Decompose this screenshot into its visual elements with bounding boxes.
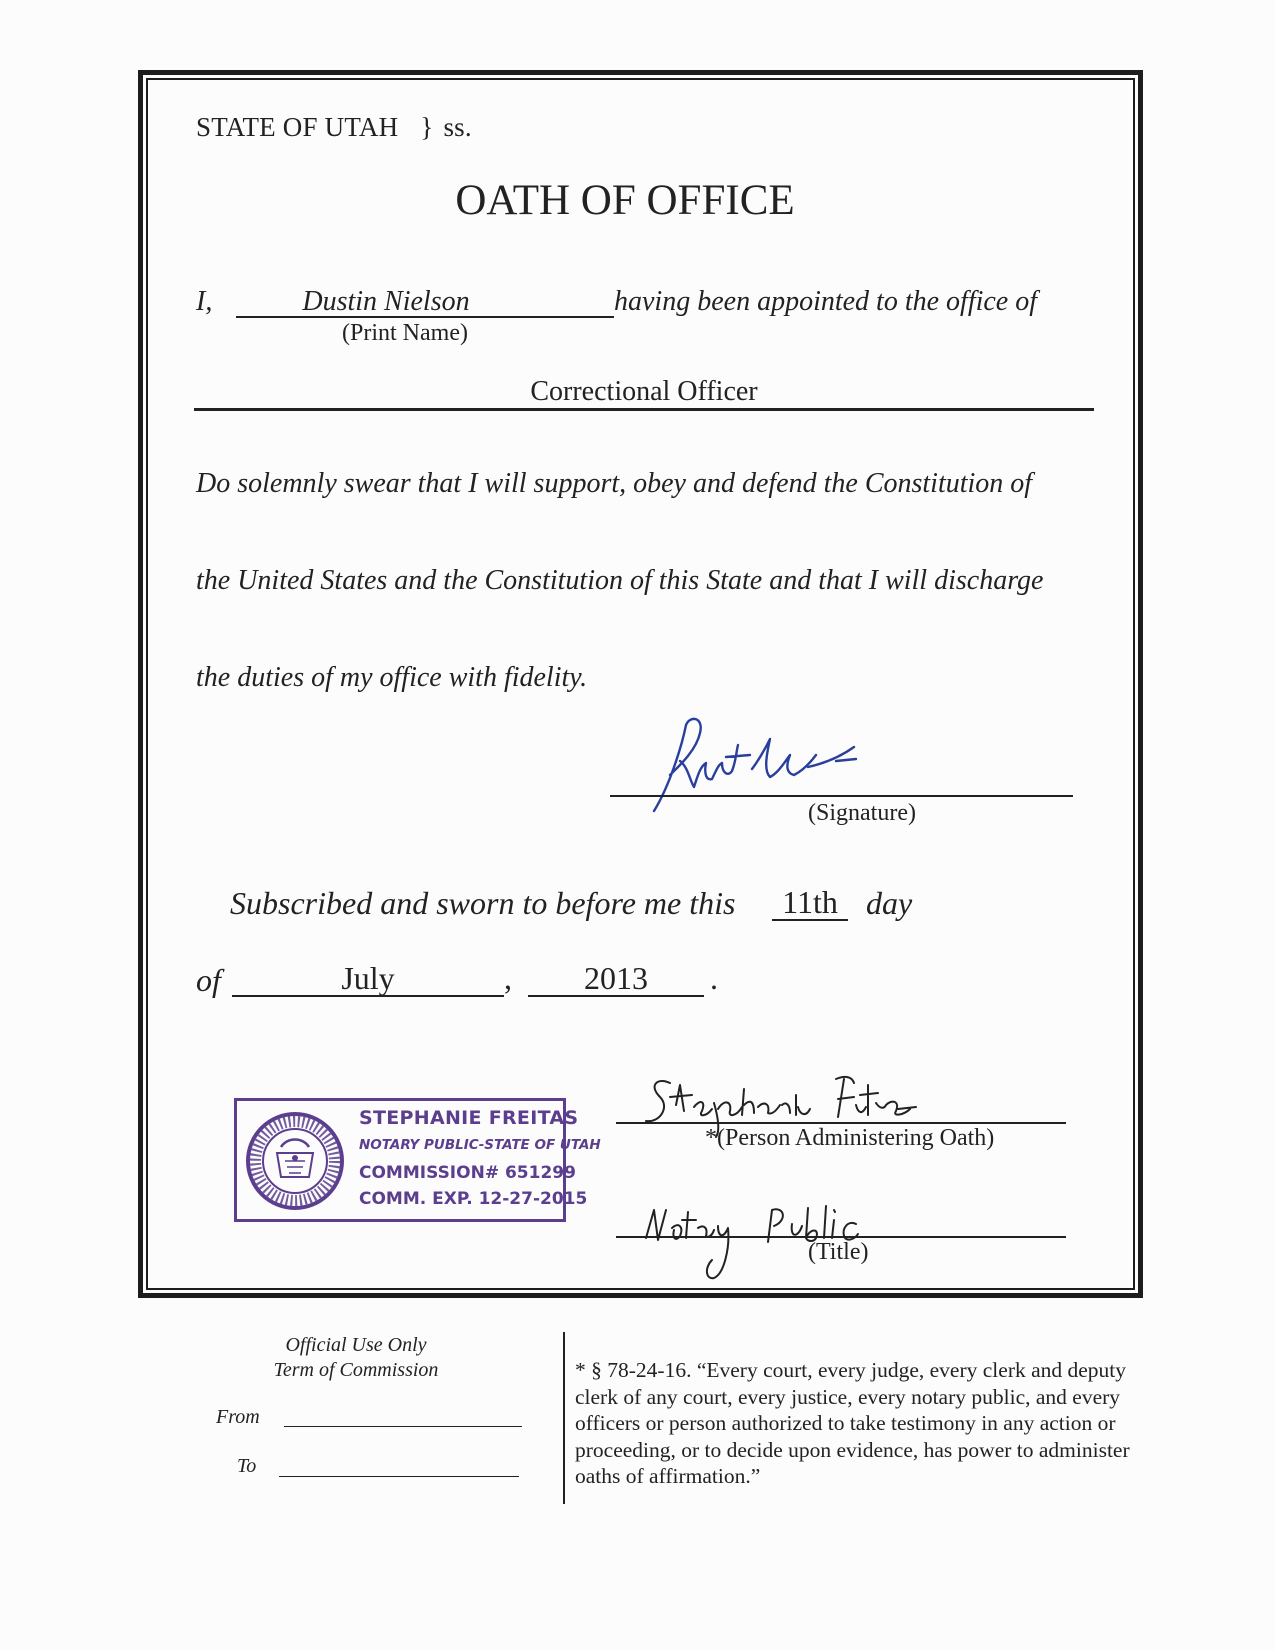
subscription-text: Subscribed and sworn to before me this — [230, 885, 736, 921]
oath-line-3: the duties of my office with fidelity. — [196, 662, 588, 693]
footer-divider — [563, 1332, 565, 1504]
stamp-commission: COMMISSION# 651299 — [359, 1163, 576, 1183]
statute-footnote: * § 78-24-16. “Every court, every judge, every clerk and deputy clerk of any court, every justice, every notary public, and every officers or person authorized to take testimony in any action or proceeding, or to decide upon evidence, has power to administer oaths of affirmation.” — [575, 1358, 1130, 1488]
state-ss: ss. — [443, 112, 472, 142]
of-word: of — [196, 962, 221, 998]
administrator-line — [616, 1122, 1066, 1124]
from-label: From — [216, 1406, 260, 1428]
official-use-line-2: Term of Commission — [273, 1359, 439, 1381]
stamp-title: NOTARY PUBLIC-STATE OF UTAH — [359, 1137, 601, 1153]
to-line — [279, 1476, 519, 1477]
signature-label: (Signature) — [808, 800, 916, 826]
state-name: STATE OF UTAH — [196, 112, 399, 142]
subscription-day: 11th — [782, 884, 838, 920]
appointment-text: having been appointed to the office of — [614, 286, 1038, 317]
title-label: (Title) — [808, 1239, 869, 1265]
to-label: To — [237, 1455, 257, 1477]
official-use-line-1: Official Use Only — [285, 1334, 427, 1356]
date-period: . — [710, 960, 718, 996]
notary-stamp — [234, 1098, 601, 1222]
office-line — [194, 408, 1094, 411]
document-title: OATH OF OFFICE — [455, 177, 795, 224]
state-seal-icon — [245, 1111, 345, 1211]
administrator-label: *(Person Administering Oath) — [705, 1125, 995, 1151]
subscription-month: July — [341, 960, 395, 996]
signature-line — [610, 795, 1073, 797]
day-word: day — [866, 885, 913, 921]
subscription-year: 2013 — [584, 960, 648, 996]
date-comma: , — [504, 960, 512, 996]
year-line — [528, 995, 704, 997]
title-line — [616, 1236, 1066, 1238]
day-line — [772, 919, 848, 921]
stamp-name: STEPHANIE FREITAS — [359, 1107, 579, 1129]
oath-line-2: the United States and the Constitution of this State and that I will discharge — [196, 565, 1044, 596]
from-line — [284, 1426, 522, 1427]
oath-line-1: Do solemnly swear that I will support, obey and defend the Constitution of — [196, 468, 1033, 499]
state-brace: } — [420, 112, 434, 142]
stamp-expiration: COMM. EXP. 12-27-2015 — [359, 1189, 588, 1209]
appointee-prefix: I, — [196, 286, 213, 317]
office-title: Correctional Officer — [530, 376, 758, 407]
state-heading — [196, 112, 472, 143]
appointee-name: Dustin Nielson — [302, 286, 470, 317]
month-line — [232, 995, 504, 997]
print-name-label: (Print Name) — [342, 320, 468, 346]
official-use-heading — [236, 1333, 476, 1383]
